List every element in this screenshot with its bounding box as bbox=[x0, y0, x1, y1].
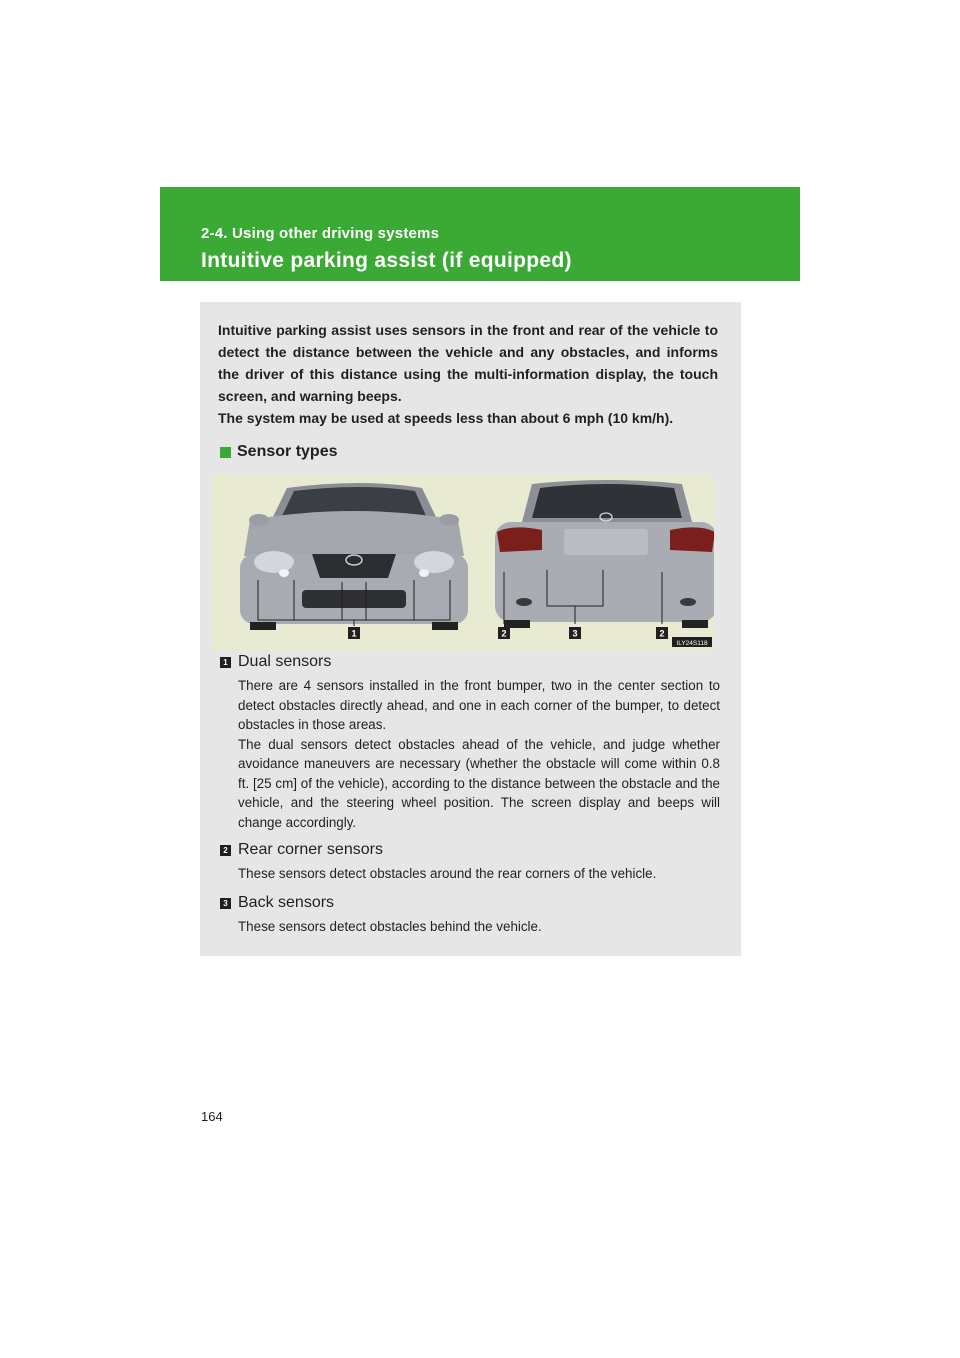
callout-2-left: 2 bbox=[501, 628, 507, 639]
item-body: There are 4 sensors installed in the front bumper, two in the center section to detect obstacles directly ahead, and one in each corner of the bumper, to detect obstacles in those areas. bbox=[238, 678, 720, 732]
item-title: Dual sensors bbox=[238, 653, 332, 670]
sensor-types-heading bbox=[220, 443, 337, 461]
figure-code: ILY24S118 bbox=[676, 640, 708, 647]
page-title: Intuitive parking assist (if equipped) bbox=[201, 249, 572, 272]
list-item-rear-corner-sensors bbox=[220, 841, 720, 884]
sensor-types-heading-text: Sensor types bbox=[237, 443, 338, 460]
item-title: Back sensors bbox=[238, 894, 335, 911]
item-body: These sensors detect obstacles around the rear corners of the vehicle. bbox=[238, 866, 657, 881]
intro-text bbox=[218, 319, 718, 429]
item-number-3: 3 bbox=[220, 898, 231, 909]
item-number-1: 1 bbox=[220, 657, 231, 668]
intro-paragraph: Intuitive parking assist uses sensors in the front and rear of the vehicle to detect the distance between the vehicle and any obstacles, and informs the driver of this distance using the multi-information display, the touch screen, and warning beeps. bbox=[218, 322, 718, 404]
section-label: 2-4. Using other driving systems bbox=[201, 225, 440, 242]
list-item-back-sensors bbox=[220, 894, 720, 937]
callout-1: 1 bbox=[351, 628, 357, 639]
page-number: 164 bbox=[201, 1109, 223, 1124]
sensor-diagram bbox=[212, 474, 714, 651]
square-bullet-icon bbox=[220, 447, 231, 458]
sensor-diagram-svg bbox=[212, 474, 714, 651]
item-body: These sensors detect obstacles behind the vehicle. bbox=[238, 919, 542, 934]
section-header-bar bbox=[160, 187, 800, 281]
item-body: The dual sensors detect obstacles ahead of the vehicle, and judge whether avoidance maneuvers are necessary (whether the obstacle will come within 0.8 ft. [25 cm] of the vehicle), according to the distance between the obstacle and the vehicle, and the steering wheel position. The screen display and beeps will change accordingly. bbox=[238, 736, 720, 830]
callout-2-right: 2 bbox=[659, 628, 665, 639]
rear-car-image bbox=[495, 480, 714, 628]
item-number-2: 2 bbox=[220, 845, 231, 856]
content-box bbox=[200, 302, 741, 956]
callout-3: 3 bbox=[572, 628, 578, 639]
item-title: Rear corner sensors bbox=[238, 841, 383, 858]
intro-speed-note: The system may be used at speeds less than about 6 mph (10 km/h). bbox=[218, 410, 674, 426]
front-car-image bbox=[240, 483, 468, 630]
callout-markers bbox=[348, 627, 668, 639]
list-item-dual-sensors bbox=[220, 653, 720, 832]
